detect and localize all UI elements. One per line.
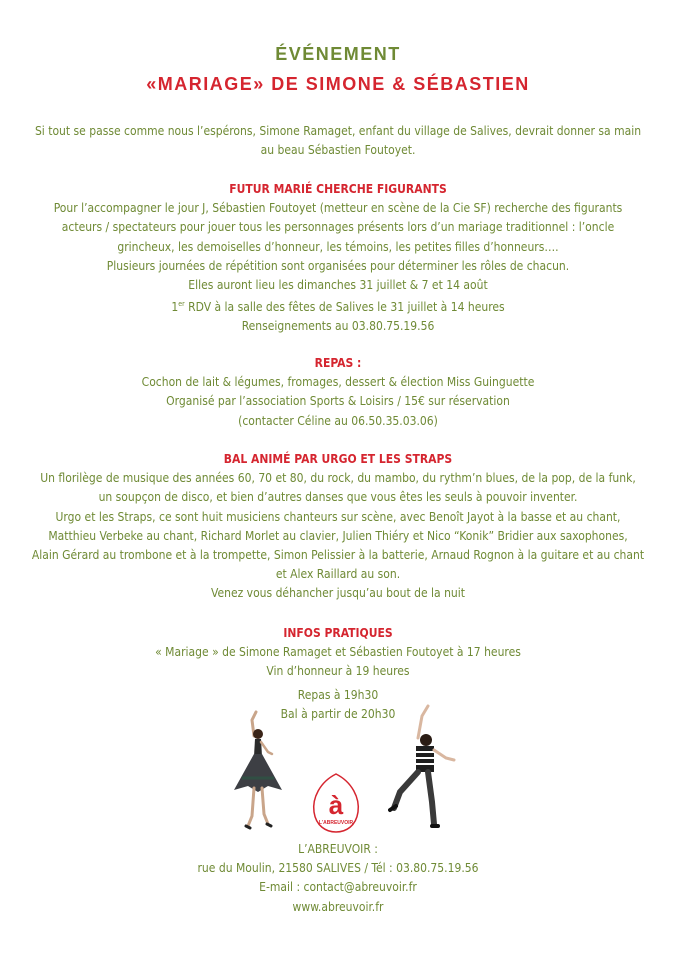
section-line: Repas à 19h30 bbox=[297, 688, 379, 702]
section-repas bbox=[30, 354, 646, 431]
section-line: grincheux, les demoiselles d’honneur, les témoins, les petites filles d’honneurs…. bbox=[117, 239, 559, 254]
section-line: Un florilège de musique des années 60, 70 et 80, du rock, du mambo, du rythm’n blues, de la pop, de la funk, bbox=[40, 471, 636, 486]
section-line: Urgo et les Straps, ce sont huit musiciens chanteurs sur scène, avec Benoît Jayot à la basse et au chant, bbox=[55, 509, 621, 524]
abreuvoir-logo-icon bbox=[308, 772, 364, 834]
section-line: Bal à partir de 20h30 bbox=[280, 707, 396, 722]
rdv-sup: er bbox=[178, 300, 185, 309]
section-figurants bbox=[30, 180, 646, 337]
event-title: «MARIAGE» DE SIMONE & SÉBASTIEN bbox=[146, 74, 530, 94]
section-line: et Alex Raillard au son. bbox=[275, 567, 401, 582]
page-title: ÉVÉNEMENT bbox=[275, 44, 401, 64]
section-line: Elles auront lieu les dimanches 31 juillet & 7 et 14 août bbox=[188, 278, 488, 293]
section-infos-times bbox=[30, 686, 646, 724]
section-heading: REPAS : bbox=[314, 356, 362, 370]
rdv-line bbox=[30, 295, 646, 317]
intro-line: Si tout se passe comme nous l’espérons, Simone Ramaget, enfant du village de Salives, devrait donner sa main bbox=[34, 124, 642, 138]
venue-name: L’ABREUVOIR : bbox=[298, 842, 378, 856]
section-line: Cochon de lait & légumes, fromages, dessert & élection Miss Guinguette bbox=[141, 375, 535, 390]
dancer-woman-illustration bbox=[228, 708, 290, 832]
section-line: « Mariage » de Simone Ramaget et Sébastien Foutoyet à 17 heures bbox=[155, 645, 521, 660]
venue-email: E-mail : contact@abreuvoir.fr bbox=[259, 880, 417, 895]
section-line: acteurs / spectateurs pour jouer tous les personnages présents lors d’un mariage traditionnel : l’oncle bbox=[61, 220, 615, 235]
contact-block bbox=[30, 840, 646, 917]
venue-address: rue du Moulin, 21580 SALIVES / Tél : 03.80.75.19.56 bbox=[197, 861, 479, 876]
section-line: Organisé par l’association Sports & Loisirs / 15€ sur réservation bbox=[166, 394, 510, 409]
logo-letter: à bbox=[328, 790, 344, 820]
section-heading: FUTUR MARIÉ CHERCHE FIGURANTS bbox=[229, 182, 447, 196]
section-heading: INFOS PRATIQUES bbox=[283, 626, 393, 640]
section-line: Vin d’honneur à 19 heures bbox=[266, 664, 410, 679]
section-heading: BAL ANIMÉ PAR URGO ET LES STRAPS bbox=[223, 452, 453, 466]
logo-text: L'ABREUVOIR bbox=[318, 820, 354, 826]
dancer-man-illustration bbox=[388, 702, 458, 830]
section-line: Matthieu Verbeke au chant, Richard Morlet au clavier, Julien Thiéry et Nico “Konik” Bridier aux saxophones, bbox=[48, 528, 628, 543]
rdv-number: 1 bbox=[171, 300, 179, 315]
section-infos bbox=[30, 624, 646, 682]
intro-paragraph bbox=[30, 122, 646, 160]
section-line: Pour l’accompagner le jour J, Sébastien Foutoyet (metteur en scène de la Cie SF) recherche des figurants bbox=[53, 201, 623, 216]
section-bal bbox=[30, 450, 646, 604]
section-line: (contacter Céline au 06.50.35.03.06) bbox=[238, 413, 438, 428]
info-line: Renseignements au 03.80.75.19.56 bbox=[241, 319, 435, 334]
section-line: un soupçon de disco, et bien d’autres danses que vous êtes les seuls à pouvoir inventer. bbox=[98, 490, 578, 505]
section-line: Alain Gérard au trombone et à la trompette, Simon Pelissier à la batterie, Arnaud Rognon à la guitare et au chant bbox=[31, 548, 645, 563]
rdv-text: RDV à la salle des fêtes de Salives le 31 juillet à 14 heures bbox=[184, 300, 505, 315]
intro-line: au beau Sébastien Foutoyet. bbox=[260, 143, 416, 158]
section-line: Venez vous déhancher jusqu’au bout de la nuit bbox=[211, 586, 465, 601]
venue-website: www.abreuvoir.fr bbox=[292, 899, 384, 914]
section-line: Plusieurs journées de répétition sont organisées pour déterminer les rôles de chacun. bbox=[106, 258, 570, 273]
